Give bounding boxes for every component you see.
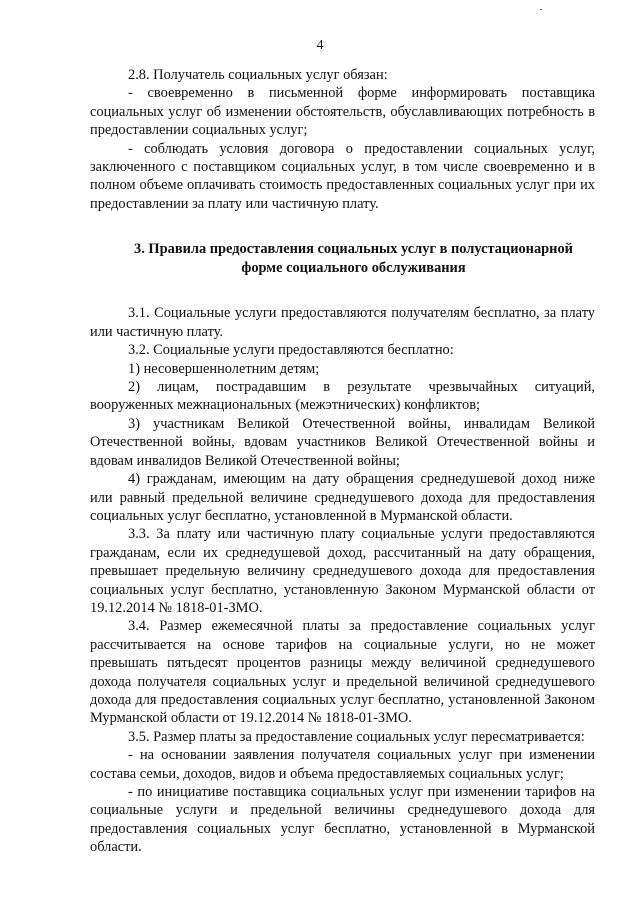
paragraph-2-8-item-1: - своевременно в письменной форме информировать поставщика социальных услуг об изменении обстоятельств, обуславливающих потребность в предоставлении социальных услуг;: [90, 85, 595, 139]
document-body: [90, 66, 595, 857]
paragraph-2-8-item-2: - соблюдать условия договора о предоставлении социальных услуг, заключенного с поставщиком социальных услуг, в том числе своевременно и в полном объеме оплачивать стоимость предоставленных социальных услуг при их предоставлении за плату или частичную плату.: [90, 140, 595, 212]
paragraph-2-8-lead: 2.8. Получатель социальных услуг обязан:: [128, 67, 388, 83]
paragraph-3-5-item-2: - по инициативе поставщика социальных услуг при изменении тарифов на социальные услуги и предельной величины среднедушевого дохода для предоставления социальных услуг бесплатно, установленной в Мурманской области.: [90, 784, 595, 856]
paragraph-3-1: 3.1. Социальные услуги предоставляются получателям бесплатно, за плату или частичную плату.: [90, 305, 595, 340]
paragraph-3-2-item-2: 2) лицам, пострадавшим в результате чрезвычайных ситуаций, вооруженных межнациональных (межэтнических) конфликтов;: [90, 379, 595, 414]
paragraph-3-2: 3.2. Социальные услуги предоставляются бесплатно:: [128, 342, 454, 359]
paragraph-3-5-item-1: - на основании заявления получателя социальных услуг при изменении состава семьи, доходов, видов и объема предоставляемых социальных услуг;: [90, 747, 595, 782]
page-number: 4: [316, 38, 324, 53]
paragraph-3-2-item-3: 3) участникам Великой Отечественной войны, инвалидам Великой Отечественной войны, вдовам участников Великой Отечественной войны и вдовам инвалидов Великой Отечественной войны;: [90, 415, 595, 469]
section-3-heading: 3. Правила предоставления социальных услуг в полустационарной форме социального обслуживания: [134, 241, 573, 276]
paragraph-3-2-item-1: 1) несовершеннолетним детям;: [128, 360, 320, 377]
paragraph-3-5: 3.5. Размер платы за предоставление социальных услуг пересматривается:: [128, 728, 585, 745]
scan-speck: [540, 9, 542, 10]
paragraph-3-4: 3.4. Размер ежемесячной платы за предоставление социальных услуг рассчитывается на основе тарифов на социальные услуги, но не может превышать пятьдесят процентов разницы между величиной среднедушевого дохода получателя социальных услуг и предельной величиной среднедушевого дохода для предоставления социальных услуг бесплатно, установленной Законом Мурманской области от 19.12.2014 № 1818-01-ЗМО.: [90, 618, 595, 727]
paragraph-3-2-item-4: 4) гражданам, имеющим на дату обращения среднедушевой доход ниже или равный предельной величине среднедушевого дохода для предоставления социальных услуг бесплатно, установленной в Мурманской области.: [90, 471, 595, 524]
paragraph-3-3: 3.3. За плату или частичную плату социальные услуги предоставляются гражданам, если их среднедушевой доход, рассчитанный на дату обращения, превышает предельную величину среднедушевого дохода для предоставления социальных услуг бесплатно, установленную Законом Мурманской области от 19.12.2014 № 1818-01-ЗМО.: [90, 526, 595, 616]
